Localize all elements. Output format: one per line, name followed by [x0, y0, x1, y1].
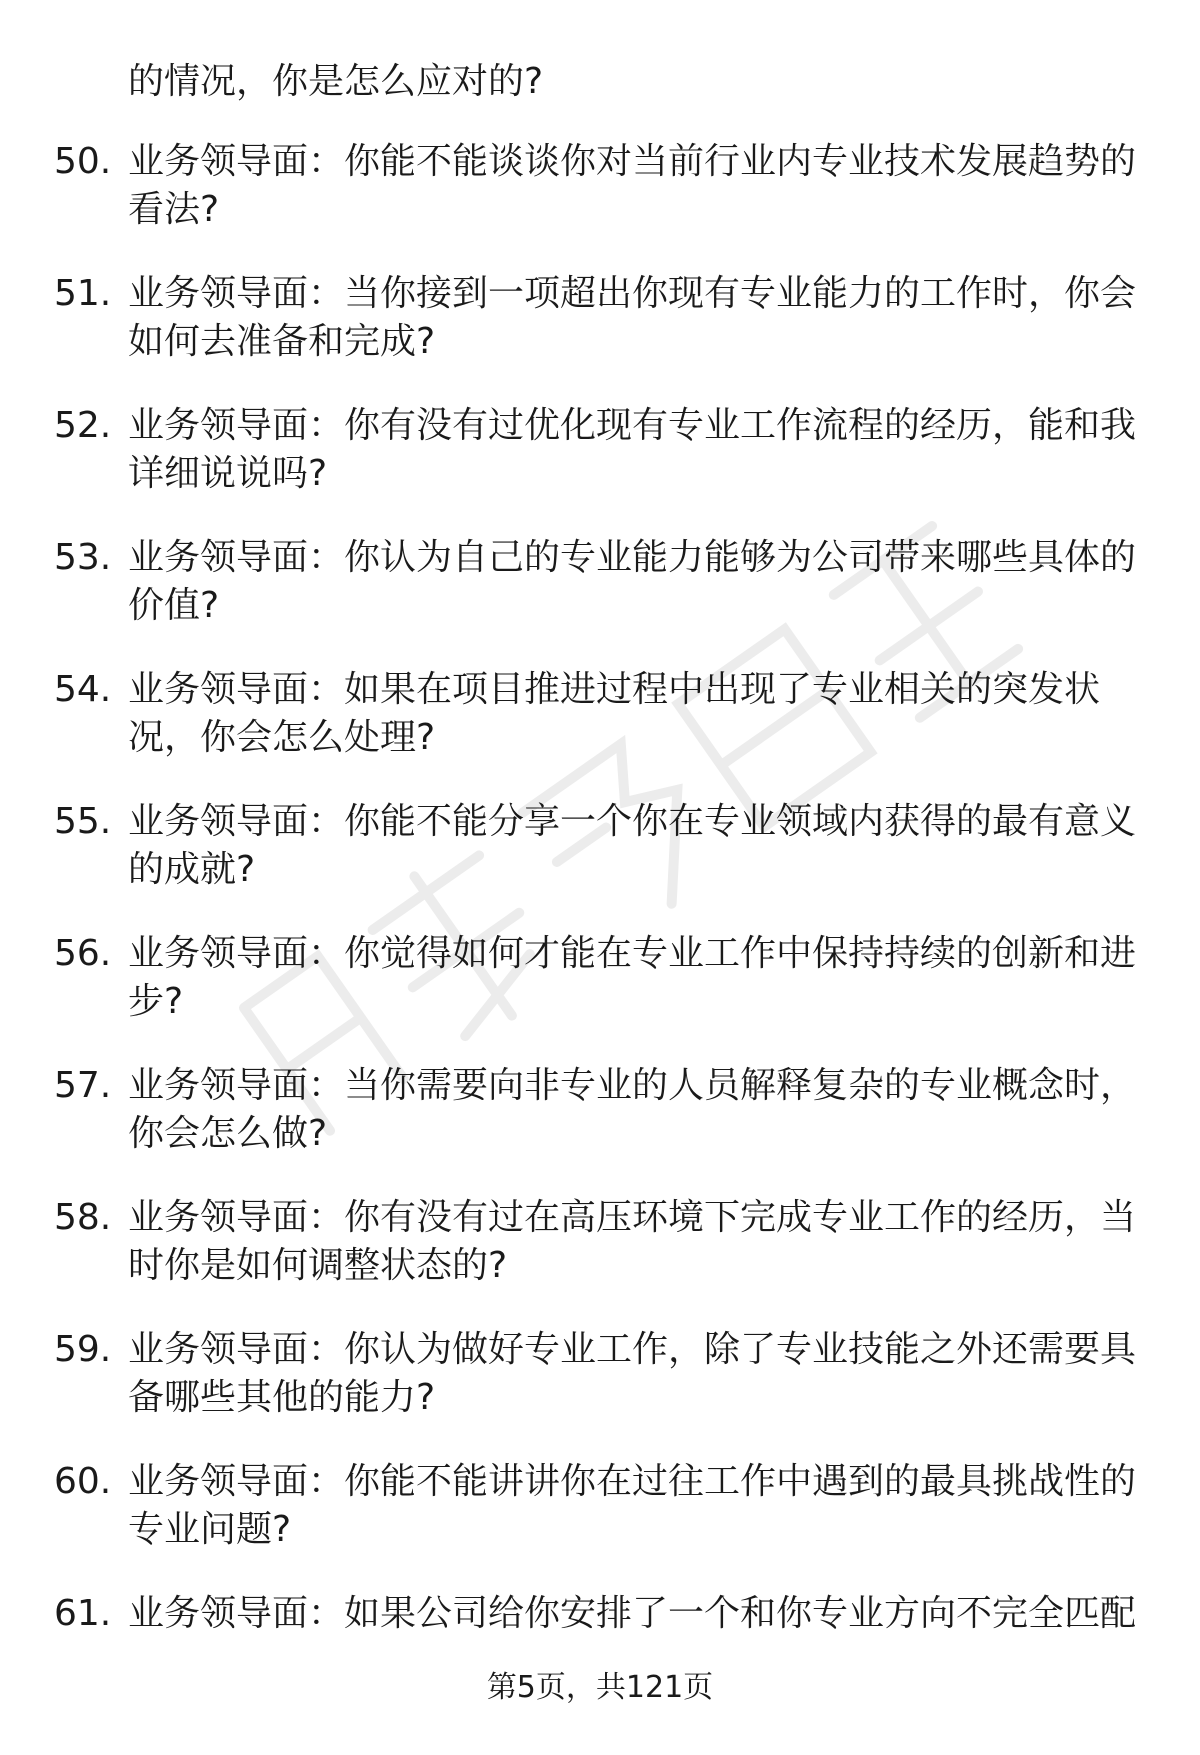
question-text: 业务领导面：当你需要向非专业的人员解释复杂的专业概念时，你会怎么做? [128, 1065, 1137, 1154]
list-item [0, 138, 1200, 234]
list-item [0, 1326, 1200, 1422]
question-number: 52. [54, 405, 112, 446]
question-text: 业务领导面：如果在项目推进过程中出现了专业相关的突发状况，你会怎么处理? [128, 669, 1101, 758]
question-text: 业务领导面：你能不能讲讲你在过往工作中遇到的最具挑战性的专业问题? [128, 1461, 1137, 1550]
question-list [0, 138, 1200, 1638]
question-number: 51. [54, 273, 112, 314]
page-footer: 第5页，共121页 [486, 1670, 714, 1705]
question-text: 业务领导面：你能不能分享一个你在专业领域内获得的最有意义的成就? [128, 801, 1137, 890]
question-number: 59. [54, 1329, 112, 1370]
question-number: 56. [54, 933, 112, 974]
question-text: 业务领导面：当你接到一项超出你现有专业能力的工作时，你会如何去准备和完成? [128, 273, 1137, 362]
question-number: 50. [54, 141, 112, 182]
list-item [0, 798, 1200, 894]
question-number: 58. [54, 1197, 112, 1238]
question-number: 57. [54, 1065, 112, 1106]
question-number: 54. [54, 669, 112, 710]
list-item [0, 930, 1200, 1026]
list-item [0, 270, 1200, 366]
list-item [0, 534, 1200, 630]
question-text: 业务领导面：如果公司给你安排了一个和你专业方向不完全匹配 [128, 1593, 1137, 1634]
list-item [0, 1194, 1200, 1290]
list-item [0, 1590, 1200, 1638]
question-text: 业务领导面：你认为自己的专业能力能够为公司带来哪些具体的价值? [128, 537, 1137, 626]
list-item [0, 1458, 1200, 1554]
question-number: 53. [54, 537, 112, 578]
question-number: 60. [54, 1461, 112, 1502]
list-item [0, 402, 1200, 498]
question-text: 业务领导面：你能不能谈谈你对当前行业内专业技术发展趋势的看法? [128, 141, 1137, 230]
list-item [0, 666, 1200, 762]
question-text: 业务领导面：你认为做好专业工作，除了专业技能之外还需要具备哪些其他的能力? [128, 1329, 1137, 1418]
question-text: 业务领导面：你有没有过优化现有专业工作流程的经历，能和我详细说说吗? [128, 405, 1137, 494]
continuation-text: 的情况，你是怎么应对的? [128, 61, 544, 102]
question-number: 61. [54, 1593, 112, 1634]
question-number: 55. [54, 801, 112, 842]
question-text: 业务领导面：你有没有过在高压环境下完成专业工作的经历，当时你是如何调整状态的? [128, 1197, 1137, 1286]
list-item [0, 1062, 1200, 1158]
question-text: 业务领导面：你觉得如何才能在专业工作中保持持续的创新和进步? [128, 933, 1137, 1022]
